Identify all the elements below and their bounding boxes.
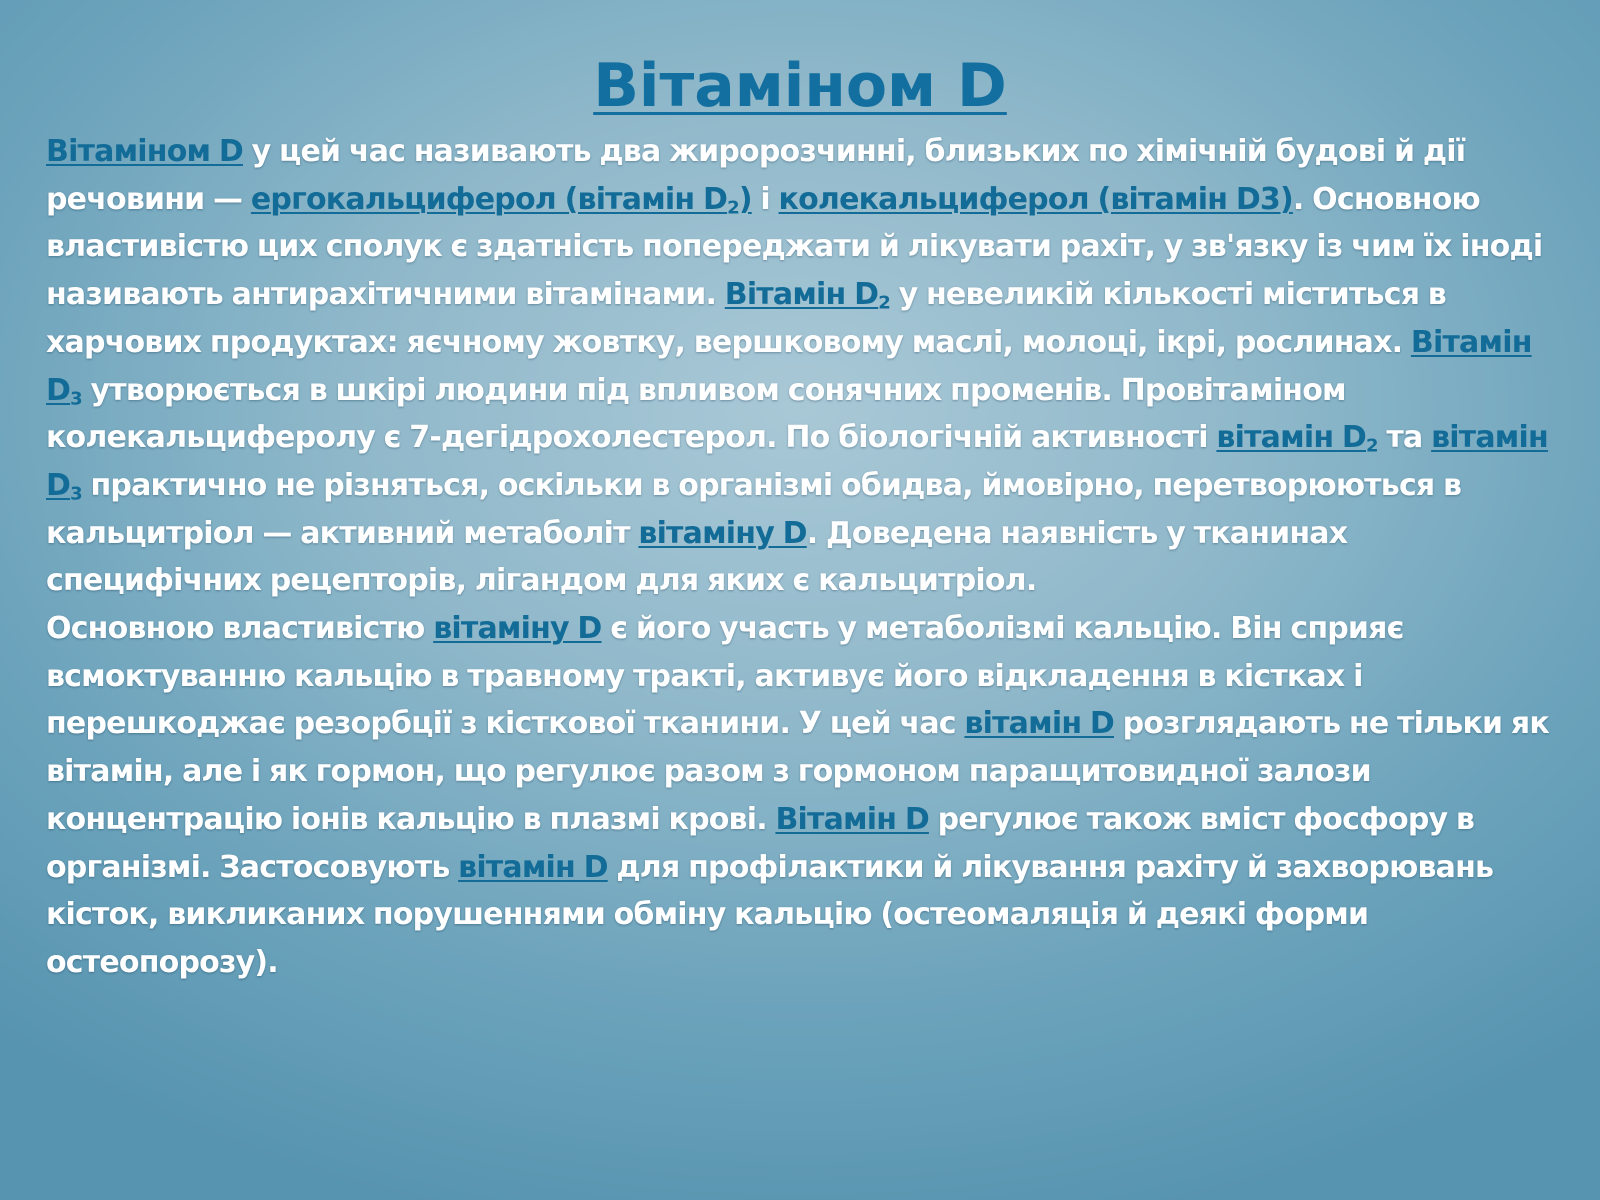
paragraph-2-text: регулює також вміст фосфору в організмі. Застосовують (46, 801, 1475, 885)
paragraph-1-text: у цей час називають два жиророзчинні, близьких по хімічній будові й дії речовини — (46, 134, 1466, 217)
link-vitamin-d[interactable]: Вітамін D (775, 801, 929, 837)
paragraph-1-text: утворюється в шкірі людини під впливом сонячних променів. Провітаміном колекальциферолу є 7-дегідрохолестерол. По біологічній активності (46, 372, 1346, 456)
paragraph-1-text: у невеликій кількості міститься в харчових продуктах: яєчному жовтку, вершковому маслі, молоці, ікрі, рослинах. (46, 277, 1446, 360)
paragraph-2-text: є його участь у метаболізмі кальцію. Він сприяє всмоктуванню кальцію в травному тракті, активує його відкладення в кістках і перешкоджає резорбції з кісткової тканини. У цей час (46, 611, 1404, 742)
link-vitamin-d3-text: Вітамін D (46, 324, 1532, 408)
subscript-2: 2 (878, 292, 890, 314)
link-vitaminu-d[interactable]: вітаміну D (433, 611, 602, 647)
paragraph-1-text: . Доведена наявність у тканинах специфічних рецепторів, лігандом для яких є кальцитріол. (46, 515, 1348, 599)
link-vitamin-d2[interactable] (1216, 420, 1377, 455)
paragraph-2-text: розглядають не тільки як вітамін, але і як гормон, що регулює разом з гормоном паращитовидної залози концентрацію іонів кальцію в плазмі крові. (46, 706, 1549, 837)
link-vitamin-d3-text: вітамін D (46, 420, 1548, 503)
paragraph-1-text: практично не різняться, оскільки в організмі обидва, ймовірно, перетворюються в кальцитріол — активний метаболіт (46, 467, 1462, 551)
paragraph-1-text: . Основною властивістю цих сполук є здатність попереджати й лікувати рахіт, у зв'язку із чим їх іноді називають антирахітичними вітамінами. (46, 181, 1543, 313)
subscript-2: 2 (1366, 435, 1378, 457)
link-vitamin-d[interactable]: вітамін D (964, 706, 1115, 742)
paragraph-2-text: для профілактики й лікування рахіту й захворювань кісток, викликаних порушеннями обміну кальцію (остеомаляція й деякі форми остеопорозу). (46, 849, 1494, 980)
link-vitamin-d2-text: Вітамін D (724, 277, 879, 313)
link-vitamin-d-term[interactable]: Вітаміном D (46, 134, 243, 169)
link-ergocalciferol[interactable] (251, 182, 752, 217)
paragraph-2-text: Основною властивістю (46, 611, 434, 647)
subscript-3: 3 (70, 388, 82, 410)
link-ergocalciferol-text: ергокальциферол (вітамін D (250, 181, 728, 217)
paragraph-1 (46, 128, 1558, 605)
slide-title-text[interactable]: Вітаміном D (593, 51, 1007, 121)
paragraph-1-text: та (1377, 420, 1432, 456)
link-cholecalciferol[interactable]: колекальциферол (вітамін D3) (778, 181, 1293, 217)
link-vitamin-d2-text: вітамін D (1216, 420, 1367, 456)
slide-title (0, 50, 1600, 122)
link-vitaminu-d[interactable]: вітаміну D (638, 515, 807, 551)
link-vitamin-d2[interactable] (725, 277, 890, 312)
subscript-2: 2 (727, 197, 739, 219)
subscript-3: 3 (70, 483, 82, 505)
link-ergocalciferol-end: ) (738, 181, 752, 217)
paragraph-2 (46, 605, 1558, 987)
slide-body (46, 128, 1558, 987)
paragraph-1-text: і (751, 181, 779, 217)
link-vitamin-d[interactable]: вітамін D (458, 849, 608, 885)
